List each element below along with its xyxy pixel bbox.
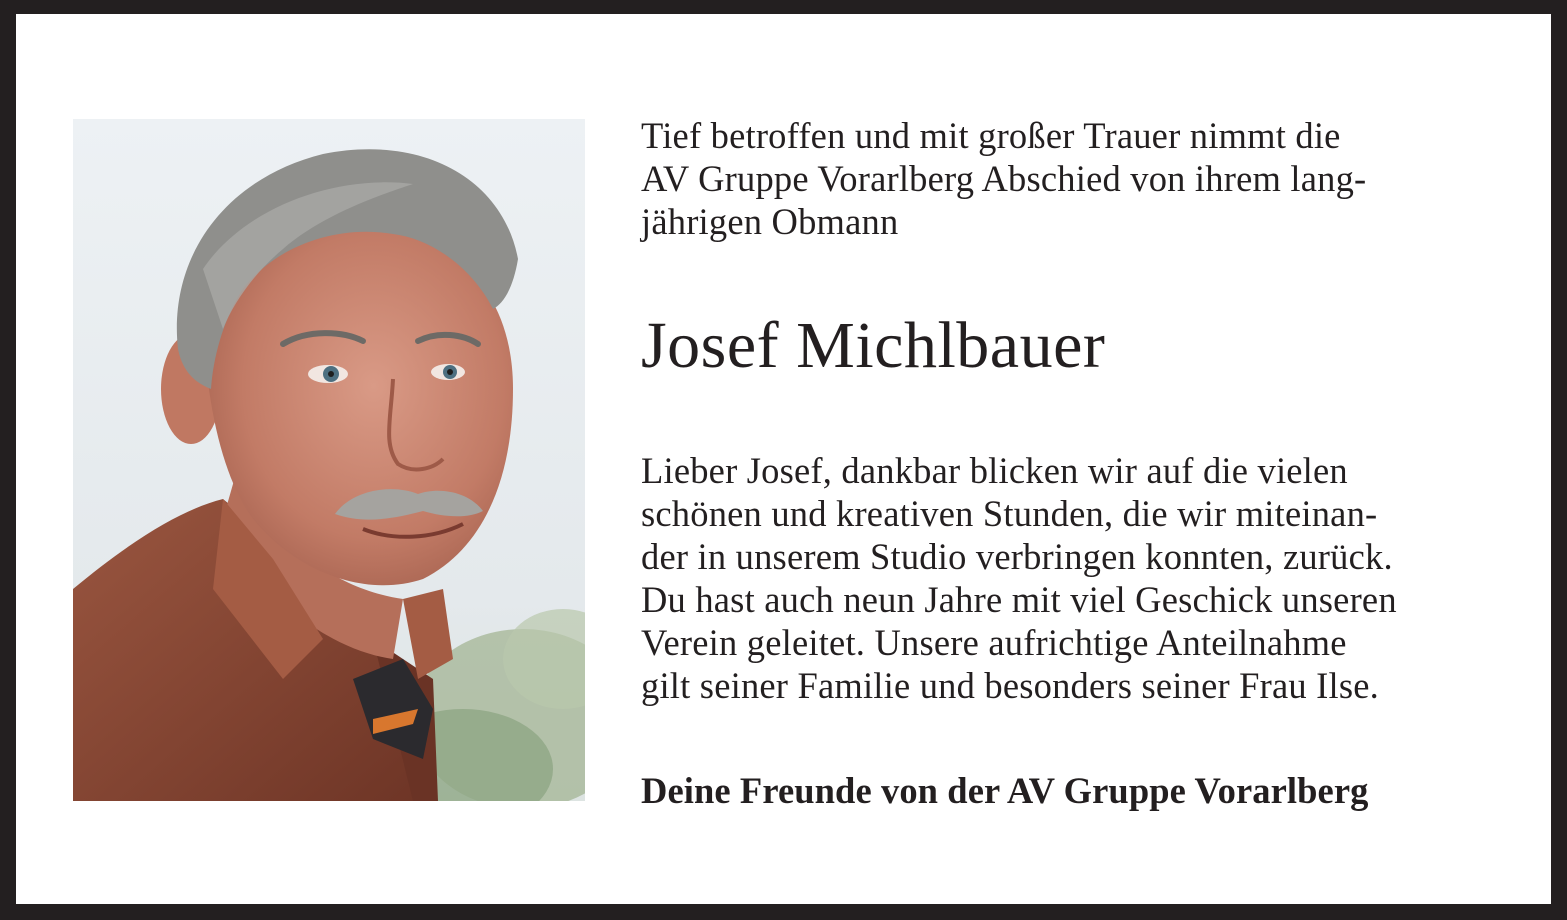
portrait-photo	[73, 119, 585, 801]
intro-text: Tief betroffen und mit großer Trauer nimmt die AV Gruppe Vorarlberg Abschied von ihrem lang- jährigen Obmann	[641, 115, 1367, 242]
signature: Deine Freunde von der AV Gruppe Vorarlberg	[641, 770, 1369, 811]
notice-text	[641, 114, 1497, 811]
deceased-name: Josef Michlbauer	[641, 309, 1106, 382]
body-text: Lieber Josef, dankbar blicken wir auf die vielen schönen und kreativen Stunden, die wir miteinan- der in unserem Studio verbringen konnten, zurück. Du hast auch neun Jahre mit viel Geschick unseren Verein geleitet. Unsere aufrichtige Anteilnahme gilt seiner Familie und besonders seiner Frau Ilse.	[641, 450, 1397, 706]
